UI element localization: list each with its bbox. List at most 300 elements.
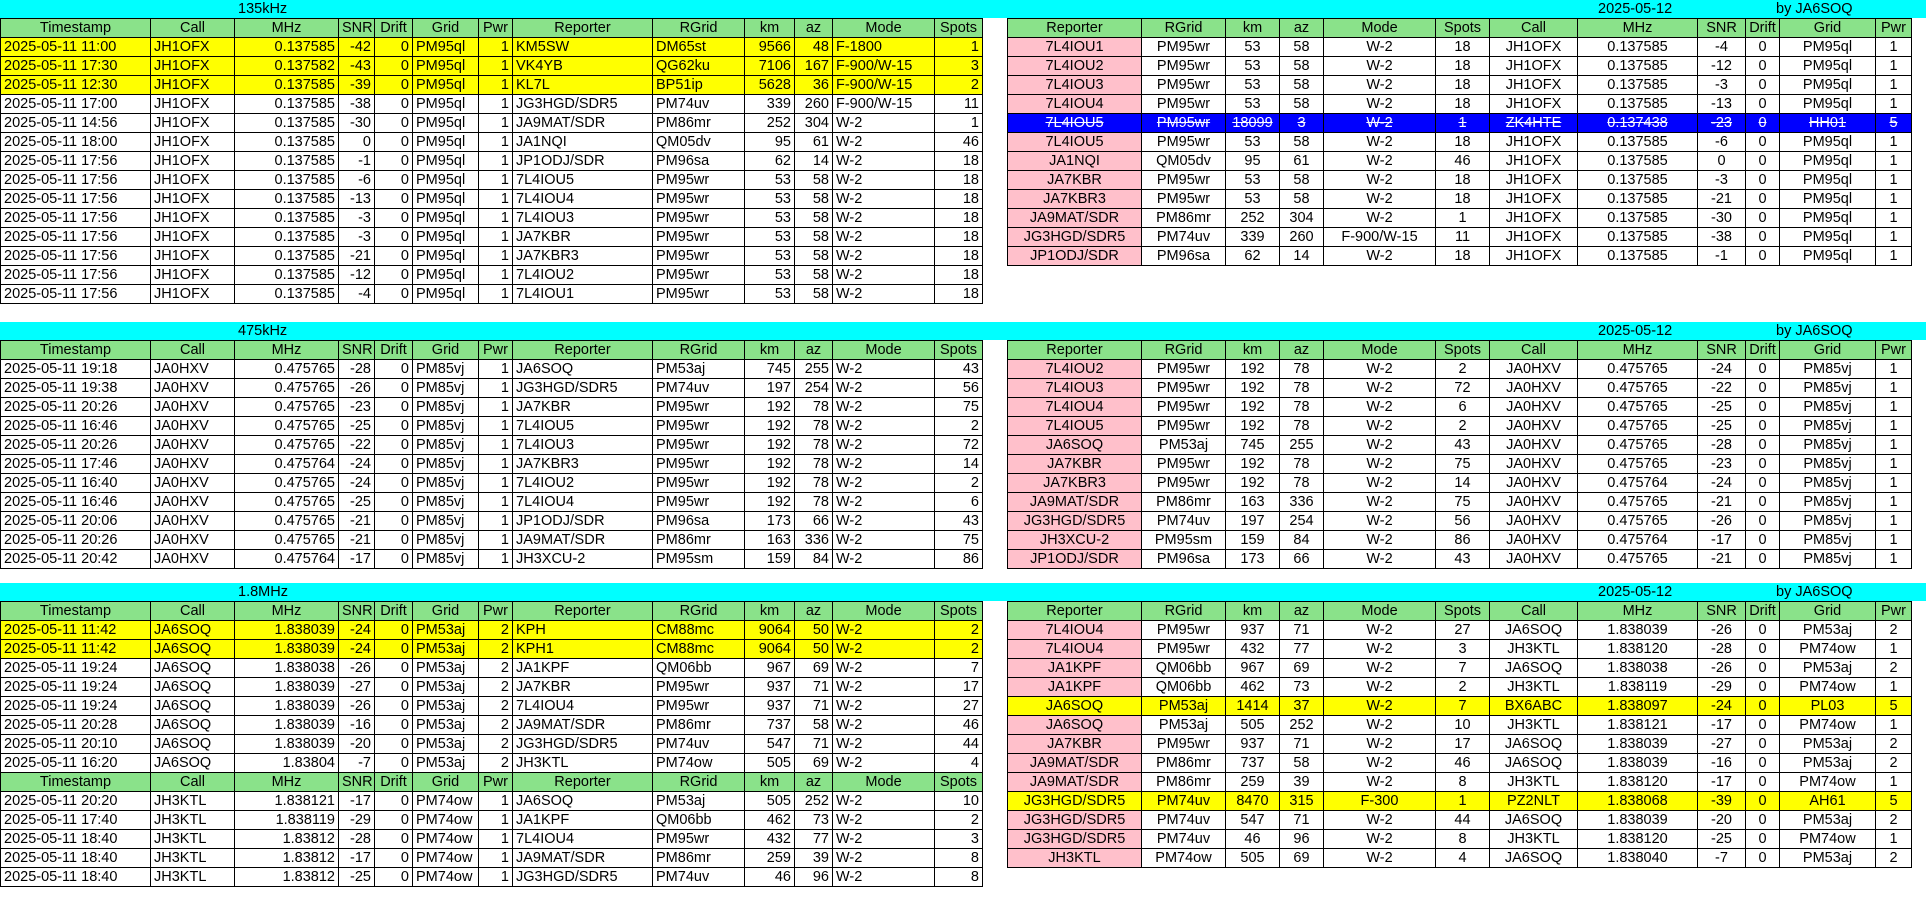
table-cell: 0 bbox=[375, 398, 413, 417]
table-cell: PM85vj bbox=[413, 379, 479, 398]
table-cell: -23 bbox=[1698, 114, 1746, 133]
table-cell: -13 bbox=[339, 190, 375, 209]
table-cell: 1 bbox=[479, 849, 513, 868]
table-cell: PM85vj bbox=[413, 474, 479, 493]
table-cell: W-2 bbox=[1324, 830, 1436, 849]
column-header: SNR bbox=[1698, 602, 1746, 621]
table-cell: -39 bbox=[1698, 792, 1746, 811]
table-cell: W-2 bbox=[1324, 360, 1436, 379]
table-row bbox=[1008, 621, 1912, 640]
table-cell: JA0HXV bbox=[151, 417, 235, 436]
reporter-cell: 7L4IOU2 bbox=[1008, 57, 1142, 76]
column-header: az bbox=[1280, 602, 1324, 621]
table-cell: W-2 bbox=[1324, 754, 1436, 773]
table-cell: 0 bbox=[375, 659, 413, 678]
table-cell: PM95ql bbox=[413, 266, 479, 285]
table-cell: JA6SOQ bbox=[1490, 811, 1578, 830]
table-cell: 39 bbox=[795, 849, 833, 868]
column-header: Grid bbox=[413, 602, 479, 621]
table-cell: JA7KBR3 bbox=[513, 455, 653, 474]
table-cell: 192 bbox=[1226, 379, 1280, 398]
table-cell: JA7KBR bbox=[513, 678, 653, 697]
table-cell: -7 bbox=[339, 754, 375, 773]
table-cell: 18 bbox=[1436, 95, 1490, 114]
table-cell: W-2 bbox=[1324, 417, 1436, 436]
table-cell: W-2 bbox=[833, 754, 935, 773]
table-cell: PM85vj bbox=[1780, 398, 1876, 417]
table-cell: PM74ow bbox=[413, 811, 479, 830]
table-cell: PM95wr bbox=[653, 228, 745, 247]
column-header: Spots bbox=[935, 602, 983, 621]
table-cell: W-2 bbox=[1324, 57, 1436, 76]
table-cell: 0 bbox=[375, 716, 413, 735]
table-cell: 0 bbox=[375, 228, 413, 247]
table-cell: 0 bbox=[1746, 697, 1780, 716]
table-cell: -17 bbox=[1698, 531, 1746, 550]
table-cell: JH1OFX bbox=[151, 190, 235, 209]
table-cell: 937 bbox=[745, 697, 795, 716]
table-cell: 0 bbox=[1746, 171, 1780, 190]
table-cell: 0 bbox=[375, 417, 413, 436]
table-cell: QM06bb bbox=[1142, 659, 1226, 678]
table-cell: 2025-05-11 19:24 bbox=[1, 678, 151, 697]
table-cell: W-2 bbox=[1324, 133, 1436, 152]
table-cell: 62 bbox=[1226, 247, 1280, 266]
table-row bbox=[1, 360, 983, 379]
table-cell: JH1OFX bbox=[1490, 171, 1578, 190]
table-cell: 0.475765 bbox=[1578, 512, 1698, 531]
column-header: km bbox=[745, 341, 795, 360]
reporter-cell: JA7KBR bbox=[1008, 455, 1142, 474]
band-475khz-bar bbox=[0, 322, 1926, 340]
table-cell: 252 bbox=[745, 114, 795, 133]
table-cell: PM74uv bbox=[1142, 792, 1226, 811]
table-cell: JA9MAT/SDR bbox=[513, 531, 653, 550]
table-cell: 1 bbox=[479, 868, 513, 887]
column-header: Spots bbox=[1436, 19, 1490, 38]
table-cell: 2025-05-11 20:26 bbox=[1, 531, 151, 550]
table-cell: PM53aj bbox=[413, 659, 479, 678]
table-cell: 1 bbox=[479, 792, 513, 811]
table-cell: 56 bbox=[1436, 512, 1490, 531]
table-cell: PM95wr bbox=[1142, 417, 1226, 436]
table-cell: 2025-05-11 18:40 bbox=[1, 868, 151, 887]
table-cell: PM95wr bbox=[653, 417, 745, 436]
table-cell: PM53aj bbox=[413, 754, 479, 773]
table-row bbox=[1, 38, 983, 57]
table-cell: -30 bbox=[1698, 209, 1746, 228]
table-cell: PM95ql bbox=[413, 38, 479, 57]
table-cell: 1.838040 bbox=[1578, 849, 1698, 868]
table-cell: 0.137585 bbox=[235, 38, 339, 57]
spots-table-475khz-by-time bbox=[0, 340, 983, 569]
column-header: Timestamp bbox=[1, 773, 151, 792]
column-header: Call bbox=[1490, 341, 1578, 360]
table-cell: 0 bbox=[1746, 531, 1780, 550]
table-cell: 8 bbox=[935, 868, 983, 887]
table-cell: PM85vj bbox=[413, 360, 479, 379]
table-cell: PM95wr bbox=[653, 285, 745, 304]
table-cell: JA0HXV bbox=[151, 379, 235, 398]
column-header: Spots bbox=[935, 341, 983, 360]
column-header: Mode bbox=[1324, 602, 1436, 621]
table-row bbox=[1, 830, 983, 849]
table-cell: PM95wr bbox=[1142, 360, 1226, 379]
column-header: Timestamp bbox=[1, 19, 151, 38]
table-cell: F-900/W-15 bbox=[833, 76, 935, 95]
table-cell: 77 bbox=[795, 830, 833, 849]
table-cell: 58 bbox=[795, 171, 833, 190]
table-cell: 0.475765 bbox=[1578, 436, 1698, 455]
table-cell: PM95ql bbox=[413, 76, 479, 95]
table-cell: 0 bbox=[1746, 659, 1780, 678]
table-row bbox=[1008, 849, 1912, 868]
table-cell: 86 bbox=[935, 550, 983, 569]
table-cell: 0 bbox=[1746, 512, 1780, 531]
table-cell: JP1ODJ/SDR bbox=[513, 152, 653, 171]
table-row bbox=[1, 190, 983, 209]
column-header: km bbox=[745, 19, 795, 38]
column-header: km bbox=[1226, 341, 1280, 360]
table-cell: 18 bbox=[1436, 38, 1490, 57]
table-cell: 0.137585 bbox=[235, 266, 339, 285]
table-row bbox=[1008, 678, 1912, 697]
table-cell: 2025-05-11 16:40 bbox=[1, 474, 151, 493]
column-header: MHz bbox=[235, 341, 339, 360]
reporter-cell: JG3HGD/SDR5 bbox=[1008, 792, 1142, 811]
table-cell: PM95wr bbox=[1142, 133, 1226, 152]
band-label: 135kHz bbox=[238, 1, 288, 17]
table-cell: 1 bbox=[479, 830, 513, 849]
table-cell: PM95ql bbox=[413, 171, 479, 190]
table-cell: 0 bbox=[375, 474, 413, 493]
table-cell: KPH1 bbox=[513, 640, 653, 659]
table-row bbox=[1, 398, 983, 417]
table-cell: JH1OFX bbox=[1490, 209, 1578, 228]
table-cell: 75 bbox=[1436, 455, 1490, 474]
table-cell: 0 bbox=[375, 95, 413, 114]
table-cell: 2 bbox=[935, 76, 983, 95]
table-row bbox=[1, 285, 983, 304]
table-cell: 77 bbox=[1280, 640, 1324, 659]
table-cell: 58 bbox=[795, 716, 833, 735]
column-header: Call bbox=[151, 773, 235, 792]
table-cell: 1 bbox=[479, 811, 513, 830]
table-cell: 1 bbox=[479, 512, 513, 531]
table-cell: 0 bbox=[375, 754, 413, 773]
table-cell: -24 bbox=[339, 621, 375, 640]
column-header: Pwr bbox=[479, 602, 513, 621]
table-cell: 1 bbox=[1436, 114, 1490, 133]
table-cell: 0 bbox=[1746, 455, 1780, 474]
table-cell: 0.137585 bbox=[1578, 190, 1698, 209]
reporter-cell: JA6SOQ bbox=[1008, 716, 1142, 735]
table-row bbox=[1008, 57, 1912, 76]
table-cell: 69 bbox=[795, 659, 833, 678]
table-cell: W-2 bbox=[1324, 398, 1436, 417]
table-cell: W-2 bbox=[1324, 716, 1436, 735]
table-cell: 6 bbox=[1436, 398, 1490, 417]
table-cell: 0 bbox=[375, 830, 413, 849]
table-cell: PM85vj bbox=[413, 531, 479, 550]
table-cell: 53 bbox=[745, 209, 795, 228]
table-cell: 18 bbox=[935, 285, 983, 304]
table-cell: JH3KTL bbox=[151, 830, 235, 849]
table-cell: 2 bbox=[1876, 735, 1912, 754]
table-cell: 260 bbox=[795, 95, 833, 114]
table-cell: 7106 bbox=[745, 57, 795, 76]
table-cell: 18 bbox=[1436, 76, 1490, 95]
table-row bbox=[1, 754, 983, 773]
reporter-cell: JA9MAT/SDR bbox=[1008, 773, 1142, 792]
table-cell: 192 bbox=[745, 398, 795, 417]
table-cell: 1 bbox=[479, 95, 513, 114]
table-cell: 0.137585 bbox=[1578, 133, 1698, 152]
table-cell: 78 bbox=[1280, 455, 1324, 474]
table-cell: 0 bbox=[1746, 398, 1780, 417]
table-cell: 7L4IOU4 bbox=[513, 697, 653, 716]
reporter-cell: 7L4IOU1 bbox=[1008, 38, 1142, 57]
table-cell: 36 bbox=[795, 76, 833, 95]
table-cell: JH1OFX bbox=[151, 266, 235, 285]
table-cell: 1.83812 bbox=[235, 830, 339, 849]
table-cell: 0 bbox=[1746, 190, 1780, 209]
table-cell: 967 bbox=[745, 659, 795, 678]
table-cell: PM85vj bbox=[1780, 550, 1876, 569]
table-cell: 1.838039 bbox=[235, 716, 339, 735]
table-cell: PM86mr bbox=[1142, 773, 1226, 792]
table-cell: PM86mr bbox=[653, 531, 745, 550]
table-cell: 71 bbox=[795, 735, 833, 754]
table-cell: 1 bbox=[479, 398, 513, 417]
table-row bbox=[1, 531, 983, 550]
table-row bbox=[1, 114, 983, 133]
spots-table-1.8mhz-by-reporter bbox=[1007, 601, 1912, 868]
table-cell: -25 bbox=[339, 493, 375, 512]
table-cell: JH1OFX bbox=[151, 171, 235, 190]
table-cell: 78 bbox=[795, 436, 833, 455]
table-cell: 2025-05-11 16:46 bbox=[1, 417, 151, 436]
table-cell: PM95ql bbox=[413, 152, 479, 171]
table-cell: W-2 bbox=[833, 512, 935, 531]
table-cell: 2 bbox=[1876, 659, 1912, 678]
table-cell: PM85vj bbox=[413, 398, 479, 417]
reporter-cell: JA9MAT/SDR bbox=[1008, 209, 1142, 228]
column-header: Grid bbox=[1780, 602, 1876, 621]
table-cell: 78 bbox=[1280, 398, 1324, 417]
table-cell: 0.475765 bbox=[235, 474, 339, 493]
table-cell: PM85vj bbox=[1780, 493, 1876, 512]
table-cell: 14 bbox=[795, 152, 833, 171]
table-cell: 78 bbox=[795, 455, 833, 474]
table-cell: W-2 bbox=[1324, 678, 1436, 697]
table-cell: 1.838039 bbox=[1578, 621, 1698, 640]
table-cell: 0.475765 bbox=[235, 512, 339, 531]
table-cell: -30 bbox=[339, 114, 375, 133]
table-cell: JH1OFX bbox=[151, 114, 235, 133]
table-cell: 745 bbox=[1226, 436, 1280, 455]
table-cell: -24 bbox=[339, 474, 375, 493]
table-cell: 1.838038 bbox=[235, 659, 339, 678]
table-cell: 547 bbox=[745, 735, 795, 754]
column-header: RGrid bbox=[653, 602, 745, 621]
table-cell: 462 bbox=[1226, 678, 1280, 697]
reporter-cell: 7L4IOU3 bbox=[1008, 379, 1142, 398]
table-cell: 2025-05-11 18:40 bbox=[1, 830, 151, 849]
table-cell: W-2 bbox=[833, 830, 935, 849]
table-cell: 27 bbox=[935, 697, 983, 716]
reporter-cell: JH3XCU-2 bbox=[1008, 531, 1142, 550]
table-cell: -24 bbox=[339, 640, 375, 659]
table-cell: JA0HXV bbox=[1490, 512, 1578, 531]
table-cell: PM74uv bbox=[653, 379, 745, 398]
table-cell: 0 bbox=[1746, 209, 1780, 228]
table-cell: PM53aj bbox=[413, 697, 479, 716]
table-cell: 44 bbox=[1436, 811, 1490, 830]
table-cell: 18 bbox=[935, 171, 983, 190]
table-cell: QM05dv bbox=[1142, 152, 1226, 171]
table-cell: PM53aj bbox=[653, 360, 745, 379]
table-cell: 1 bbox=[1876, 38, 1912, 57]
reporter-cell: JA1NQI bbox=[1008, 152, 1142, 171]
table-cell: -3 bbox=[1698, 76, 1746, 95]
reporter-cell: 7L4IOU5 bbox=[1008, 133, 1142, 152]
table-row bbox=[1, 474, 983, 493]
table-cell: PM85vj bbox=[413, 417, 479, 436]
band-135khz-bar bbox=[0, 0, 1926, 18]
table-cell: PM74uv bbox=[653, 868, 745, 887]
table-cell: -24 bbox=[1698, 697, 1746, 716]
table-cell: JA6SOQ bbox=[151, 697, 235, 716]
table-cell: 6 bbox=[935, 493, 983, 512]
table-cell: W-2 bbox=[833, 792, 935, 811]
table-row bbox=[1008, 417, 1912, 436]
table-cell: 0 bbox=[375, 76, 413, 95]
table-cell: 48 bbox=[795, 38, 833, 57]
table-cell: 2 bbox=[935, 474, 983, 493]
table-cell: 43 bbox=[935, 512, 983, 531]
table-cell: JA7KBR bbox=[513, 228, 653, 247]
table-cell: 0 bbox=[1746, 152, 1780, 171]
table-cell: PM53aj bbox=[1780, 849, 1876, 868]
table-cell: 173 bbox=[1226, 550, 1280, 569]
table-cell: -12 bbox=[339, 266, 375, 285]
table-row bbox=[1008, 247, 1912, 266]
table-cell: 304 bbox=[795, 114, 833, 133]
table-cell: 2 bbox=[1436, 417, 1490, 436]
table-cell: 1 bbox=[479, 38, 513, 57]
table-row bbox=[1, 95, 983, 114]
table-row bbox=[1008, 76, 1912, 95]
reporter-cell: 7L4IOU2 bbox=[1008, 360, 1142, 379]
table-cell: 2 bbox=[1876, 849, 1912, 868]
table-cell: -43 bbox=[339, 57, 375, 76]
table-cell: 0 bbox=[1746, 830, 1780, 849]
table-cell: PM95ql bbox=[413, 190, 479, 209]
table-cell: -13 bbox=[1698, 95, 1746, 114]
table-cell: -1 bbox=[1698, 247, 1746, 266]
table-cell: PM95wr bbox=[653, 190, 745, 209]
column-header: MHz bbox=[1578, 19, 1698, 38]
table-cell: 1 bbox=[1876, 417, 1912, 436]
table-cell: 7L4IOU1 bbox=[513, 285, 653, 304]
table-cell: 2 bbox=[479, 754, 513, 773]
table-cell: W-2 bbox=[1324, 659, 1436, 678]
table-cell: PM86mr bbox=[653, 114, 745, 133]
header-row bbox=[1, 341, 983, 360]
table-cell: 3 bbox=[935, 830, 983, 849]
table-cell: PM86mr bbox=[1142, 754, 1226, 773]
table-cell: PM95wr bbox=[1142, 621, 1226, 640]
column-header: km bbox=[745, 773, 795, 792]
table-cell: 0.137585 bbox=[1578, 171, 1698, 190]
table-cell: 2025-05-11 17:56 bbox=[1, 285, 151, 304]
table-cell: W-2 bbox=[833, 114, 935, 133]
table-cell: 2025-05-11 17:00 bbox=[1, 95, 151, 114]
table-cell: 0 bbox=[1746, 38, 1780, 57]
table-cell: W-2 bbox=[833, 171, 935, 190]
table-row bbox=[1, 640, 983, 659]
table-cell: 78 bbox=[795, 493, 833, 512]
table-cell: 0 bbox=[375, 493, 413, 512]
table-cell: 2025-05-11 11:00 bbox=[1, 38, 151, 57]
table-cell: PM53aj bbox=[413, 716, 479, 735]
table-cell: PM95wr bbox=[653, 247, 745, 266]
column-header: Mode bbox=[833, 341, 935, 360]
table-cell: 73 bbox=[795, 811, 833, 830]
table-cell: 2025-05-11 17:56 bbox=[1, 152, 151, 171]
table-cell: 0 bbox=[375, 209, 413, 228]
table-cell: PM95wr bbox=[1142, 190, 1226, 209]
table-cell: 0 bbox=[1746, 57, 1780, 76]
table-row bbox=[1008, 716, 1912, 735]
table-cell: 14 bbox=[1280, 247, 1324, 266]
table-cell: 7L4IOU3 bbox=[513, 436, 653, 455]
table-cell: 737 bbox=[1226, 754, 1280, 773]
table-row bbox=[1, 436, 983, 455]
table-cell: 17 bbox=[935, 678, 983, 697]
table-cell: 1 bbox=[935, 38, 983, 57]
table-cell: 1 bbox=[479, 114, 513, 133]
table-cell: 2 bbox=[479, 640, 513, 659]
table-cell: PM85vj bbox=[1780, 455, 1876, 474]
table-cell: PM85vj bbox=[1780, 436, 1876, 455]
table-cell: 197 bbox=[745, 379, 795, 398]
table-cell: 0 bbox=[375, 455, 413, 474]
table-cell: 5 bbox=[1876, 697, 1912, 716]
table-cell: -26 bbox=[339, 697, 375, 716]
table-cell: 2025-05-11 20:26 bbox=[1, 398, 151, 417]
table-cell: -24 bbox=[339, 455, 375, 474]
table-row bbox=[1, 152, 983, 171]
column-header: Pwr bbox=[479, 19, 513, 38]
table-cell: -27 bbox=[339, 678, 375, 697]
table-cell: JH3XCU-2 bbox=[513, 550, 653, 569]
table-cell: 0 bbox=[375, 152, 413, 171]
column-header: Call bbox=[151, 341, 235, 360]
table-cell: F-900/W-15 bbox=[1324, 228, 1436, 247]
table-cell: W-2 bbox=[833, 190, 935, 209]
band-1.8mhz-bar bbox=[0, 583, 1926, 601]
table-cell: 0 bbox=[1746, 811, 1780, 830]
column-header: MHz bbox=[235, 19, 339, 38]
table-cell: 0 bbox=[1746, 360, 1780, 379]
report-author: by JA6SOQ bbox=[1776, 584, 1853, 600]
table-cell: JH1OFX bbox=[151, 152, 235, 171]
table-cell: 0.137585 bbox=[235, 247, 339, 266]
table-cell: 53 bbox=[745, 228, 795, 247]
table-cell: 2025-05-11 20:20 bbox=[1, 792, 151, 811]
